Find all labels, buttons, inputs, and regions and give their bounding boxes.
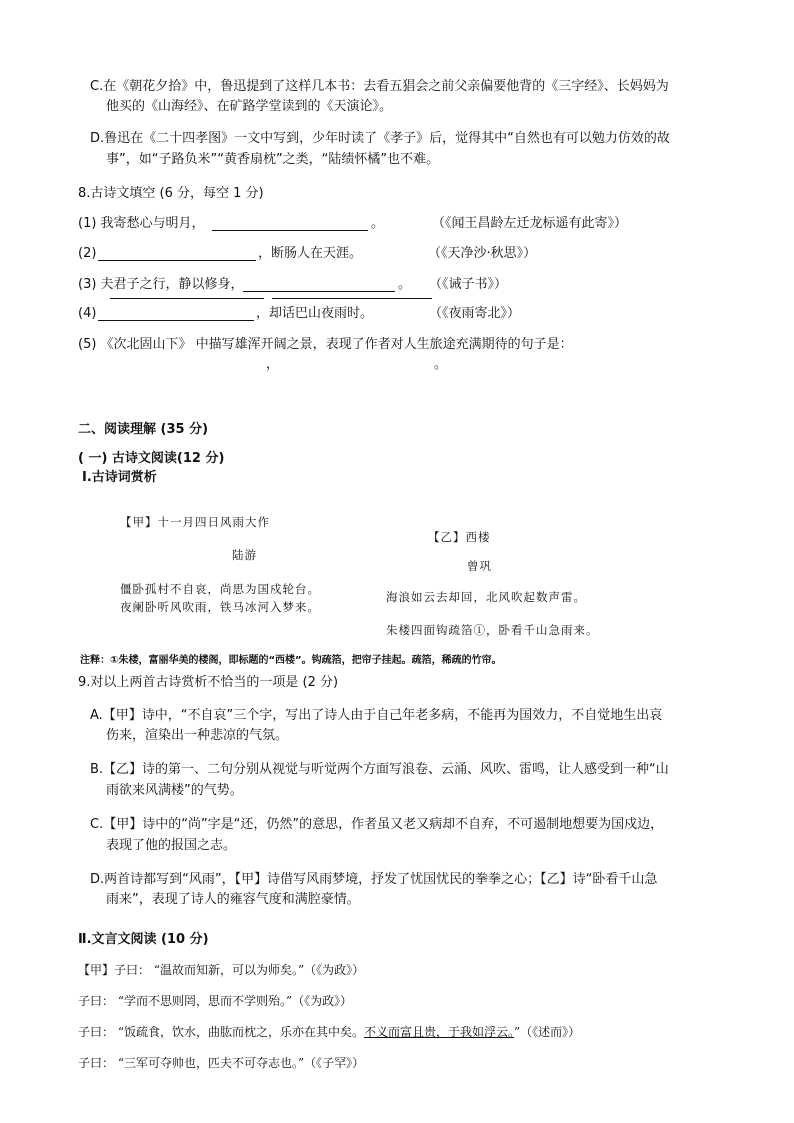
q9-option-c-line2: 表现了他的报国之志。 (106, 838, 237, 853)
q8-item2-blank[interactable] (98, 260, 256, 261)
poem-b-line2: 朱楼四面钩疏箔①，卧看千山急雨来。 (386, 623, 599, 637)
poem-b-title: 【乙】西楼 (428, 530, 491, 544)
q8-item1-blank[interactable] (212, 230, 368, 231)
q9-option-a-line2: 伤来，渲染出一种悲凉的气氛。 (106, 728, 289, 743)
q8-extra-blank-left[interactable] (110, 298, 264, 299)
classical-line3-start: 子曰： “饭疏食，饮水，曲肱而枕之，乐亦在其中矣。 (78, 1025, 364, 1039)
option-d-line1: D.鲁迅在《二十四孝图》一文中写到，少年时读了《孝子》后，觉得其中“自然也有可以勉力仿效的故 (90, 131, 670, 146)
classical-heading: Ⅱ.文言文阅读 (10 分) (78, 932, 209, 947)
q9-option-c-line1: C.【甲】诗中的“尚”字是“还，仍然”的意思，作者虽又老又病却不自弃，不可遏制地想要为国戍边， (90, 817, 664, 832)
poem-a-title: 【甲】十一月四日风雨大作 (120, 515, 270, 529)
q8-item4-blank[interactable] (98, 320, 254, 321)
q8-extra-blank-right[interactable] (272, 298, 432, 299)
q8-item1-prefix: (1) 我寄愁心与明月， (78, 216, 205, 231)
q8-item2-source: （《天净沙·秋思》） (428, 246, 537, 261)
q9-option-b-line2: 雨欲来风满楼”的气势。 (106, 783, 243, 798)
q8-item3-blank[interactable] (243, 291, 395, 292)
section2-sub1: ( 一) 古诗文阅读(12 分) (78, 451, 225, 466)
q8-item3-end: 。 (398, 277, 412, 292)
q8-item3-source: （《诫子书》） (429, 277, 508, 292)
q9-heading: 9.对以上两首古诗赏析不恰当的一项是 (2 分) (78, 675, 339, 690)
poem-note: 注释：①朱楼，富丽华美的楼阁，即标题的“西楼”。钩疏箔，把帘子挂起。疏箔，稀疏的竹帘。 (80, 655, 502, 666)
q8-item2-suffix: ，断肠人在天涯。 (258, 246, 363, 261)
classical-line3-end: ”（《述而》） (513, 1025, 581, 1039)
classical-line1: 【甲】子曰： “温故而知新，可以为师矣。”（《为政》） (78, 963, 365, 977)
q9-option-a-line1: A.【甲】诗中，“不自哀”三个字，写出了诗人由于自己年老多病，不能再为国效力，不自觉地生出哀 (90, 708, 663, 723)
classical-line3 (78, 1024, 580, 1040)
option-c-line2: 他买的《山海经》、在矿路学堂读到的《天演论》。 (106, 99, 393, 114)
poem-b-line1: 海浪如云去却回，北风吹起数声雷。 (386, 590, 586, 604)
q8-item4-source: （《夜雨寄北》） (429, 306, 521, 321)
q8-item4-prefix: (4) (78, 306, 97, 321)
q9-option-b-line1: B.【乙】诗的第一、二句分别从视觉与听觉两个方面写浪卷、云涌、风吹、雷鸣，让人感受到一种“山 (90, 762, 669, 777)
q8-heading: 8.古诗文填空 (6 分，每空 1 分) (78, 186, 264, 201)
option-d-line2: 事”，如“子路负米”“黄香扇枕”之类，“陆绩怀橘”也不难。 (106, 152, 440, 167)
poem-a-author: 陆游 (232, 548, 257, 562)
classical-line3-underlined: 不义而富且贵，于我如浮云。 (363, 1025, 514, 1039)
q8-item5-prompt: (5) 《次北固山下》 中描写雄浑开阔之景，表现了作者对人生旅途充满期待的句子是： (78, 337, 573, 352)
q8-item4-suffix: ，却话巴山夜雨时。 (256, 306, 374, 321)
poem-b-author: 曾巩 (467, 559, 492, 573)
section2-heading: 二、阅读理解 (35 分) (78, 422, 209, 437)
poem-a-line1: 僵卧孤村不自哀，尚思为国戍轮台。 (120, 582, 320, 596)
q8-item3-prefix: (3) 夫君子之行，静以修身， (78, 277, 244, 292)
q8-item1-end: 。 (371, 216, 385, 231)
q9-option-d-line2: 雨来”，表现了诗人的雍容气度和满腔豪情。 (106, 892, 360, 907)
section2-sub1a: Ⅰ.古诗词赏析 (82, 470, 157, 485)
classical-line4: 子曰： “三军可夺帅也，匹夫不可夺志也。”（《子罕》） (78, 1056, 365, 1070)
q8-item2-prefix: (2) (78, 246, 97, 261)
q9-option-d-line1: D.两首诗都写到“风雨”，【甲】诗借写风雨梦境，抒发了忧国忧民的拳拳之心；【乙】诗“卧看千山急 (90, 872, 658, 887)
q8-item5-end: 。 (434, 357, 448, 372)
option-c-line1: C.在《朝花夕拾》中，鲁迅提到了这样几本书：去看五猖会之前父亲偏要他背的《三字经》、长妈妈为 (90, 79, 669, 94)
classical-line2: 子曰： “学而不思则罔，思而不学则殆。”（《为政》） (78, 994, 353, 1008)
poem-a-line2: 夜阑卧听风吹雨，铁马冰河入梦来。 (120, 600, 320, 614)
q8-item1-source: （《闻王昌龄左迁龙标遥有此寄》） (432, 216, 628, 231)
q8-item5-comma: ， (266, 357, 280, 372)
